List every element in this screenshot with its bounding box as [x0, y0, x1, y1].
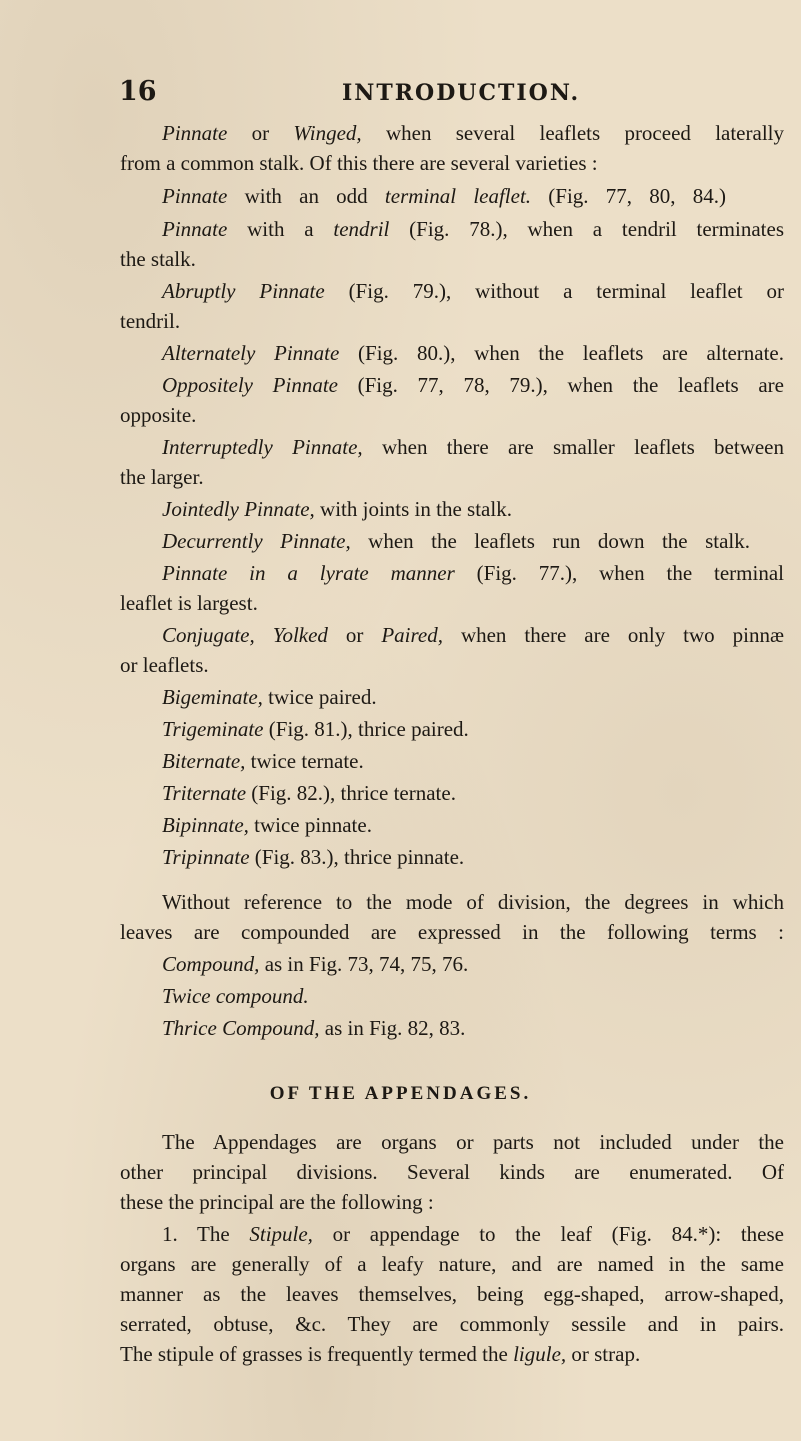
term: Pinnate [162, 121, 228, 145]
term: Jointedly Pinnate, [162, 497, 315, 521]
lyrate-line: Pinnate in a lyrate manner (Fig. 77.), when the terminal [162, 561, 784, 585]
text-line: opposite. [120, 403, 197, 427]
bigeminate-line: Bigeminate, twice paired. [162, 685, 377, 709]
term: Alternately Pinnate [162, 341, 340, 365]
oppositely-line: Oppositely Pinnate (Fig. 77, 78, 79.), when the leaflets are [162, 373, 784, 397]
term: Triternate [162, 781, 247, 805]
interruptedly-line: Interruptedly Pinnate, when there are smaller leaflets between [162, 435, 785, 459]
running-head: INTRODUCTION. [342, 80, 581, 106]
tripinnate-line: Tripinnate (Fig. 83.), thrice pinnate. [162, 845, 465, 869]
term: tendril [333, 217, 390, 241]
term: Pinnate [162, 217, 228, 241]
term: Abruptly Pinnate [162, 279, 325, 303]
bipinnate-line: Bipinnate, twice pinnate. [162, 813, 372, 837]
biternate-line: Biternate, twice ternate. [162, 749, 364, 773]
term: Tripinnate [162, 845, 250, 869]
term: Compound, [162, 952, 260, 976]
paragraph-line: leaves are compounded are expressed in the following terms : [120, 920, 784, 944]
pinnate-line: Pinnate or Winged, when several leaflets proceed laterally [162, 121, 784, 145]
page-number: 16 [119, 76, 157, 107]
term: Stipule, [249, 1222, 313, 1246]
compound-line: Compound, as in Fig. 73, 74, 75, 76. [162, 952, 469, 976]
page-header [0, 76, 801, 110]
paragraph-line: manner as the leaves themselves, being egg-shaped, arrow-shaped, [120, 1282, 784, 1306]
term: Biternate, [162, 749, 246, 773]
text-line: the larger. [120, 465, 204, 489]
term: Bigeminate, [162, 685, 263, 709]
term: Winged, [293, 121, 362, 145]
term: terminal leaflet. [384, 184, 532, 208]
text-line: tendril. [120, 309, 181, 333]
conjugate-line: Conjugate, Yolked or Paired, when there are only two pinnæ [162, 623, 784, 647]
decurrently-line: Decurrently Pinnate, when the leaflets run down the stalk. [162, 529, 750, 553]
paragraph-line: these the principal are the following : [120, 1190, 434, 1214]
ligule-line: The stipule of grasses is frequently termed the ligule, or strap. [120, 1342, 641, 1366]
term: Bipinnate, [162, 813, 249, 837]
text-line: the stalk. [120, 247, 196, 271]
stipule-line: 1. The Stipule, or appendage to the leaf (Fig. 84.*): these [162, 1222, 784, 1246]
text-line: from a common stalk. Of this there are several varieties : [120, 151, 598, 175]
term: Decurrently Pinnate, [162, 529, 351, 553]
paragraph-line: The Appendages are organs or parts not included under the [162, 1130, 784, 1154]
odd-line: Pinnate with an odd terminal leaflet. (Fig. 77, 80, 84.) [162, 184, 726, 208]
triternate-line: Triternate (Fig. 82.), thrice ternate. [162, 781, 456, 805]
term: Interruptedly Pinnate, [162, 435, 363, 459]
paragraph-line: Without reference to the mode of division, the degrees in which [162, 890, 784, 914]
abruptly-line: Abruptly Pinnate (Fig. 79.), without a terminal leaflet or [162, 279, 784, 303]
jointedly-line: Jointedly Pinnate, with joints in the stalk. [162, 497, 512, 521]
twice-compound-line [162, 982, 309, 1010]
term: Conjugate, Yolked [162, 623, 328, 647]
tendril-line: Pinnate with a tendril (Fig. 78.), when a tendril terminates [162, 217, 784, 241]
term: Trigeminate [162, 717, 264, 741]
thrice-compound-line: Thrice Compound, as in Fig. 82, 83. [162, 1016, 466, 1040]
term: Pinnate [162, 184, 228, 208]
alternately-line: Alternately Pinnate (Fig. 80.), when the leaflets are alternate. [162, 341, 785, 365]
term: Twice compound. [162, 984, 309, 1008]
trigeminate-line: Trigeminate (Fig. 81.), thrice paired. [162, 717, 469, 741]
term: Oppositely Pinnate [162, 373, 338, 397]
term: ligule, [513, 1342, 567, 1366]
paragraph-line: serrated, obtuse, &c. They are commonly sessile and in pairs. [120, 1312, 784, 1336]
term: Paired, [381, 623, 443, 647]
text-line: leaflet is largest. [120, 591, 258, 615]
term: Thrice Compound, [162, 1016, 320, 1040]
paragraph-line: other principal divisions. Several kinds are enumerated. Of [120, 1160, 784, 1184]
text-line: or leaflets. [120, 653, 209, 677]
section-heading: OF THE APPENDAGES. [269, 1083, 532, 1104]
term: Pinnate in a lyrate manner [162, 561, 455, 585]
paragraph-line: organs are generally of a leafy nature, and are named in the same [120, 1252, 784, 1276]
